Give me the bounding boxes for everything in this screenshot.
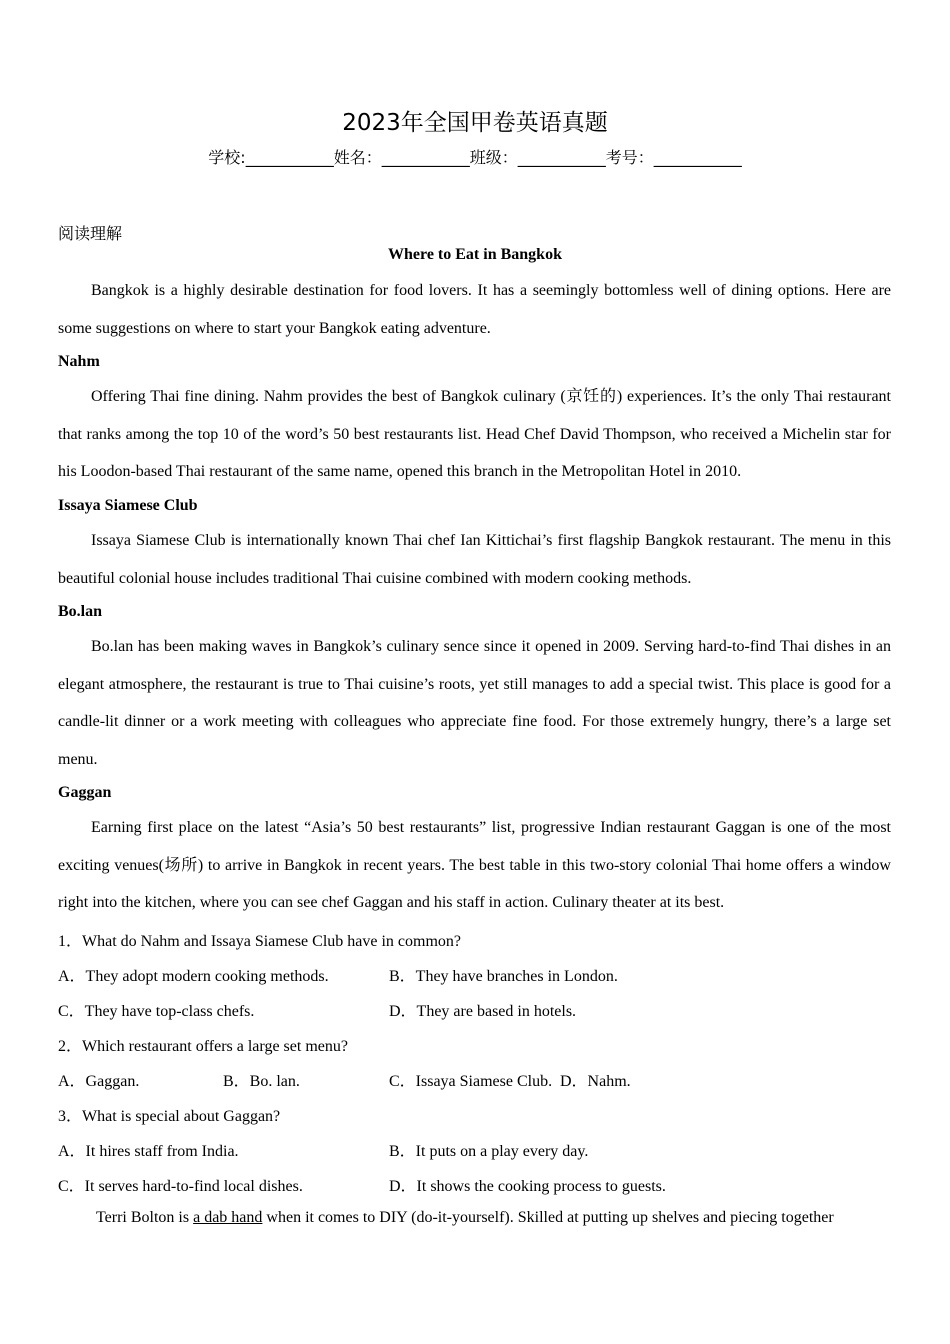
answer-option: C．It serves hard-to-find local dishes. bbox=[58, 1178, 303, 1195]
passage-intro: Bangkok is a highly desirable destination for food lovers. It has a seemingly bottomless well of dining options. Here are some suggestions on where to start your Bangkok eating adventure. bbox=[58, 282, 891, 337]
answer-option: C．They have top-class chefs. bbox=[58, 1003, 255, 1020]
answer-option: A．They adopt modern cooking methods. bbox=[58, 968, 329, 985]
passage-title: Where to Eat in Bangkok bbox=[388, 246, 562, 263]
passage2-first-line bbox=[58, 1206, 891, 1230]
restaurant-heading-nahm: Nahm bbox=[58, 353, 100, 370]
answer-option: C．Issaya Siamese Club. bbox=[389, 1073, 553, 1090]
restaurant-text-nahm: Offering Thai fine dining. Nahm provides the best of Bangkok culinary (京饪的) experiences. It’s the only Thai restaurant that ranks among the top 10 of the word’s 50 best restaurants list. Head Chef David Thompson, who received a Michelin star for his Loodon-based Thai restaurant of the same name, opened this branch in the Metropolitan Hotel in 2010. bbox=[58, 388, 891, 480]
restaurant-heading-issaya: Issaya Siamese Club bbox=[58, 497, 198, 514]
answer-option: D．Nahm. bbox=[560, 1073, 631, 1090]
answer-option: D．It shows the cooking process to guests. bbox=[389, 1178, 666, 1195]
restaurant-text-issaya: Issaya Siamese Club is internationally known Thai chef Ian Kittichai’s first flagship Bangkok restaurant. The menu in this beautiful colonial house includes traditional Thai cuisine combined with modern cooking methods. bbox=[58, 532, 891, 587]
answer-option: A．Gaggan. bbox=[58, 1073, 140, 1090]
answer-option: A．It hires staff from India. bbox=[58, 1143, 239, 1160]
section-label: 阅读理解 bbox=[58, 224, 123, 243]
passage2-underlined-phrase: a dab hand bbox=[193, 1209, 263, 1226]
passage2-text-before: Terri Bolton is bbox=[96, 1209, 194, 1226]
restaurant-heading-bolan: Bo.lan bbox=[58, 603, 103, 620]
question-stem: 2．Which restaurant offers a large set menu? bbox=[58, 1038, 348, 1055]
page-title: 2023年全国甲卷英语真题 bbox=[342, 110, 608, 136]
answer-option: B．They have branches in London. bbox=[389, 968, 618, 985]
student-info-line: 学校:___________姓名：___________班级：___________考号：___________ bbox=[208, 148, 742, 167]
restaurant-text-bolan: Bo.lan has been making waves in Bangkok’s culinary sence since it opened in 2009. Serving hard-to-find Thai dishes in an elegant atmosphere, the restaurant is true to Thai cuisine’s roots, yet still manages to add a special twist. This place is good for a candle-lit dinner or a work meeting with colleagues who appreciate fine food. For those extremely hungry, there’s a large set menu. bbox=[58, 638, 891, 768]
answer-option: B．Bo. lan. bbox=[223, 1073, 300, 1090]
question-stem: 3．What is special about Gaggan? bbox=[58, 1108, 281, 1125]
answer-option: B．It puts on a play every day. bbox=[389, 1143, 589, 1160]
restaurant-text-gaggan: Earning first place on the latest “Asia’s 50 best restaurants” list, progressive Indian restaurant Gaggan is one of the most exciting venues(场所) to arrive in Bangkok in recent years. The best table in this two-story colonial Thai home offers a window right into the kitchen, where you can see chef Gaggan and his staff in action. Culinary theater at its best. bbox=[58, 819, 891, 911]
question-stem: 1．What do Nahm and Issaya Siamese Club have in common? bbox=[58, 933, 462, 950]
restaurant-heading-gaggan: Gaggan bbox=[58, 784, 112, 801]
passage2-text-after: when it comes to DIY (do-it-yourself). Skilled at putting up shelves and piecing together bbox=[262, 1209, 834, 1226]
answer-option: D．They are based in hotels. bbox=[389, 1003, 577, 1020]
